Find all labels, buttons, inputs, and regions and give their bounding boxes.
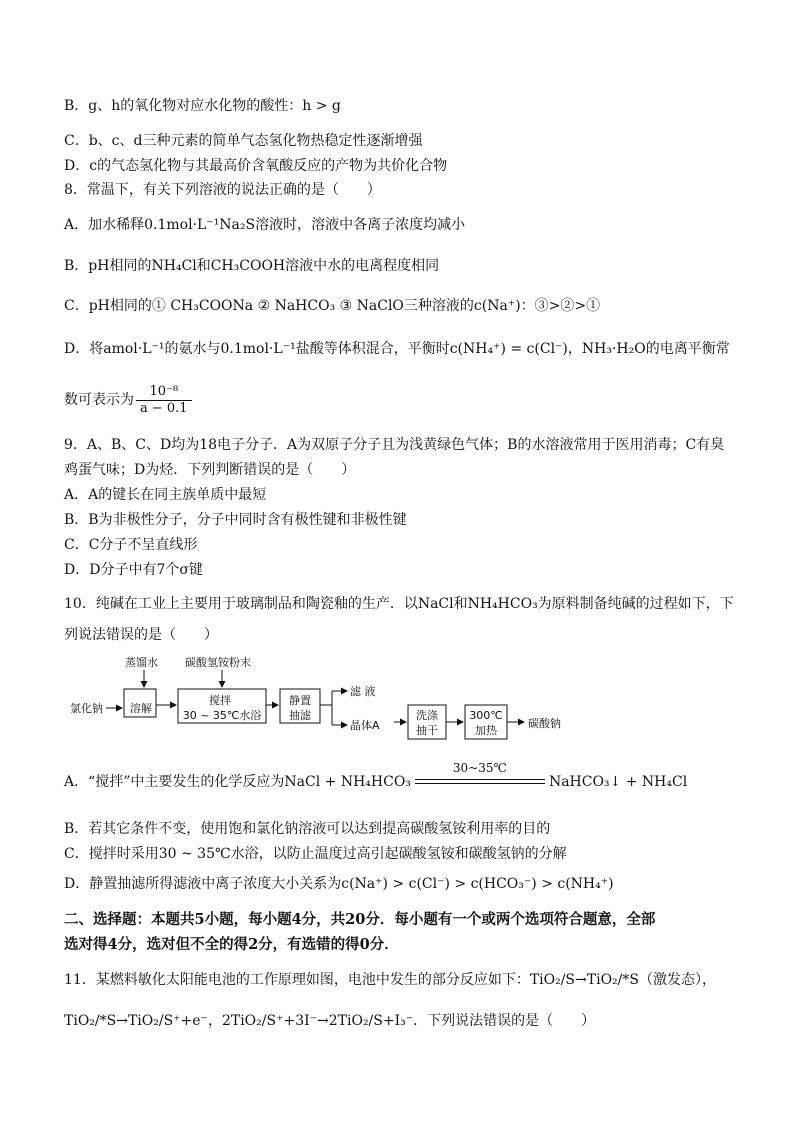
q10-option-b: B．若其它条件不变，使用饱和氯化钠溶液可以达到提高碳酸氢铵利用率的目的 — [64, 821, 551, 837]
q9-option-a: A．A的键长在同主族单质中最短 — [64, 487, 267, 503]
q11-stem-2: TiO₂/*S→TiO₂/S⁺+e⁻，2TiO₂/S⁺+3I⁻→2TiO₂/S+I₃⁻．下列说法错误的是（ ） — [64, 1013, 596, 1029]
reaction-arrow — [415, 761, 545, 791]
flow-step-stir-2: 30 ~ 35℃水浴 — [182, 709, 262, 722]
q10-option-c: C．搅拌时采用30 ~ 35℃水浴，以防止温度过高引起碳酸氢铵和碳酸氢钠的分解 — [64, 846, 567, 862]
flow-input-powder: 碳酸氢铵粉末 — [185, 656, 251, 669]
fraction-denominator: a − 0.1 — [140, 400, 188, 416]
q11-stem-1: 11．某燃料敏化太阳能电池的工作原理如图，电池中发生的部分反应如下：TiO₂/S→TiO₂/*S（激发态）， — [64, 972, 716, 988]
q9-option-c: C．C分子不呈直线形 — [64, 537, 198, 553]
q10-a-suffix: NaHCO₃↓ + NH₄Cl — [548, 774, 688, 790]
fraction — [136, 384, 192, 417]
q10-a-prefix: A．“搅拌”中主要发生的化学反应为NaCl + NH₄HCO₃ — [64, 774, 411, 790]
q8-d-prefix: 数可表示为 — [64, 392, 134, 408]
q8-option-d-cont — [64, 383, 192, 417]
q10-stem-2: 列说法错误的是（ ） — [64, 627, 218, 643]
q10-option-a — [64, 761, 688, 791]
flow-out-crystal: 晶体A — [350, 719, 380, 732]
process-flowchart — [60, 655, 600, 745]
flow-input-water: 蒸馏水 — [125, 656, 158, 669]
flow-step-filter-1: 静置 — [289, 694, 311, 707]
q9-stem-1: 9．A、B、C、D均为18电子分子．A为双原子分子且为浅黄绿色气体；B的水溶液常用于医用消毒；C有臭 — [64, 437, 725, 453]
flow-step-dissolve: 溶解 — [130, 702, 152, 715]
flow-product: 碳酸钠 — [528, 717, 561, 730]
q9-option-b: B．B为非极性分子，分子中同时含有极性键和非极性键 — [64, 512, 407, 528]
q8-option-a: A．加水稀释0.1mol·L⁻¹Na₂S溶液时，溶液中各离子浓度均减小 — [64, 217, 466, 233]
flow-step-heat-2: 加热 — [475, 724, 497, 737]
q8-stem: 8．常温下，有关下列溶液的说法正确的是（ ） — [64, 182, 381, 198]
q9-option-d: D．D分子中有7个σ键 — [64, 562, 203, 578]
section2-heading-2: 选对得4分，选对但不全的得2分，有选错的得0分． — [64, 936, 399, 953]
q10-option-d: D．静置抽滤所得滤液中离子浓度大小关系为c(Na⁺) > c(Cl⁻) > c(HCO₃⁻) > c(NH₄⁺) — [64, 876, 614, 892]
flow-out-filtrate: 滤 液 — [350, 685, 376, 698]
q10-stem-1: 10．纯碱在工业上主要用于玻璃制品和陶瓷釉的生产．以NaCl和NH₄HCO₃为原料制备纯碱的过程如下，下 — [64, 596, 734, 612]
q9-stem-2: 鸡蛋气味；D为烃．下列判断错误的是（ ） — [64, 462, 356, 478]
flow-step-wash-1: 洗涤 — [416, 709, 438, 722]
flow-step-heat-1: 300℃ — [469, 709, 503, 722]
fraction-numerator: 10⁻⁸ — [136, 384, 192, 401]
reaction-condition: 30~35℃ — [452, 761, 507, 775]
q7-option-b: B．g、h的氧化物对应水化物的酸性：h > g — [64, 98, 341, 114]
q7-option-d: D．c的气态氢化物与其最高价含氧酸反应的产物为共价化合物 — [64, 158, 448, 174]
q7-option-c: C．b、c、d三种元素的简单气态氢化物热稳定性逐渐增强 — [64, 133, 423, 149]
flow-step-wash-2: 抽干 — [416, 724, 438, 737]
flow-step-filter-2: 抽滤 — [289, 709, 311, 722]
flow-start-label: 氯化钠 — [70, 702, 103, 715]
q8-option-c: C．pH相同的① CH₃COONa ② NaHCO₃ ③ NaClO三种溶液的c(Na⁺)：③>②>① — [64, 298, 601, 314]
section2-heading-1: 二、选择题：本题共5小题，每小题4分，共20分．每小题有一个或两个选项符合题意，全部 — [64, 911, 656, 928]
flow-step-stir-1: 搅拌 — [209, 694, 231, 707]
q8-option-b: B．pH相同的NH₄Cl和CH₃COOH溶液中水的电离程度相同 — [64, 258, 440, 274]
q8-option-d: D．将amol·L⁻¹的氨水与0.1mol·L⁻¹盐酸等体积混合，平衡时c(NH₄⁺) = c(Cl⁻)，NH₃·H₂O的电离平衡常 — [64, 341, 730, 357]
